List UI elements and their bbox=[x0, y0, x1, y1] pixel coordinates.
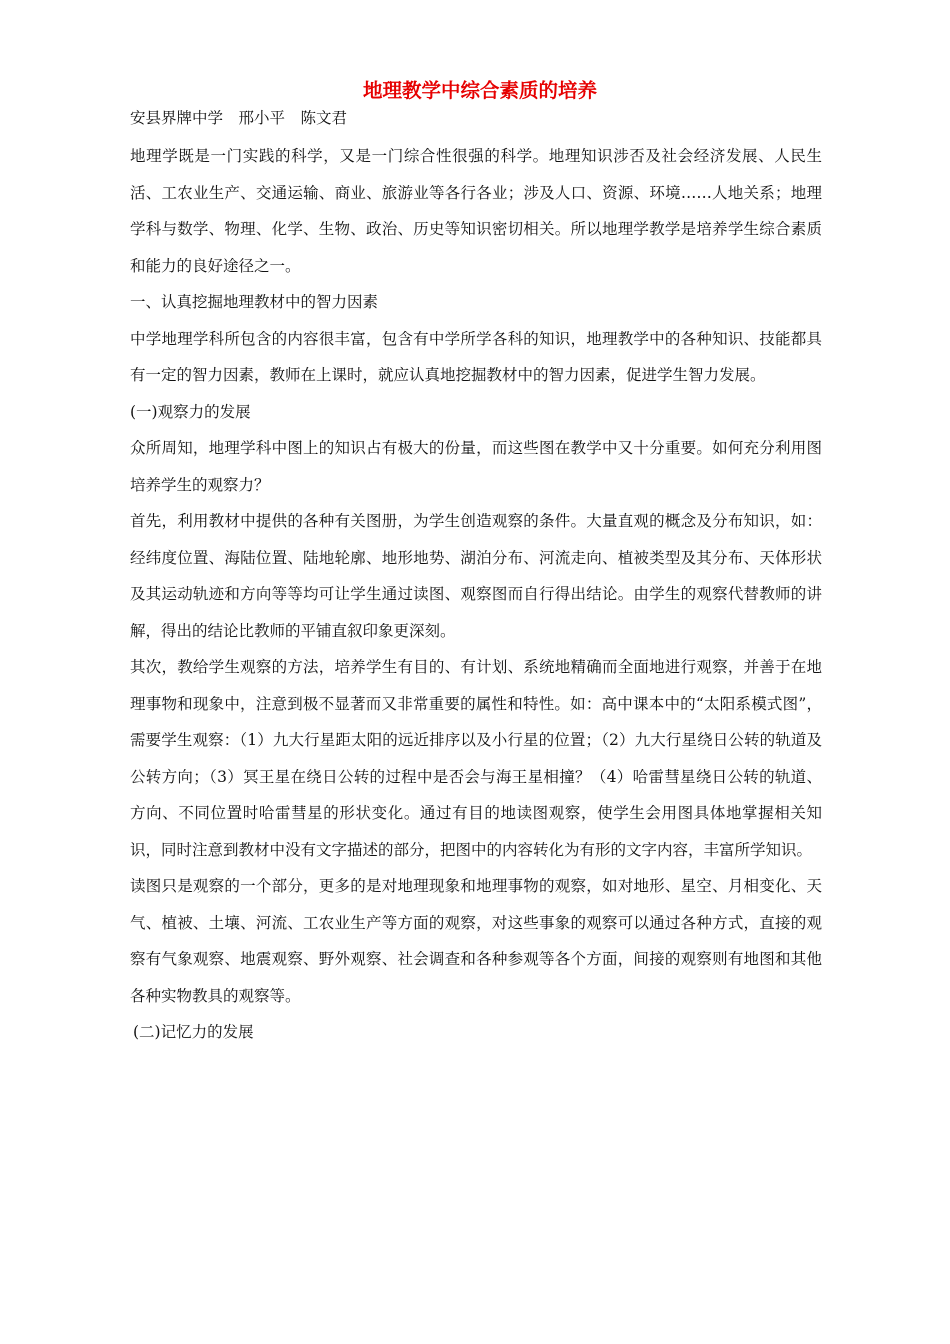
subsection-heading-memory: (二)记忆力的发展 bbox=[133, 1023, 254, 1041]
section-heading-1: 一、认真挖掘地理教材中的智力因素 bbox=[130, 293, 379, 311]
subsection-heading-observation: (一)观察力的发展 bbox=[130, 402, 251, 421]
observation-paragraph-3: 其次，教给学生观察的方法，培养学生有目的、有计划、系统地精确而全面地进行观察，并善于在地理事物和现象中，注意到极不显著而又非常重要的属性和特性。如：高中课本中的“太阳系模式图”，需要学生观察：（1）九大行星距太阳的远近排序以及小行星的位置；（2）九大行星绕日公转的轨道及公转方向；（3）冥王星在绕日公转的过程中是否会与海王星相撞？（4）哈雷彗星绕日公转的轨道、方向、不同位置时哈雷彗星的形状变化。通过有目的地读图观察，使学生会用图具体地掌握相关知识，同时注意到教材中没有文字描述的部分，把图中的内容转化为有形的文字内容，丰富所学知识。 bbox=[130, 658, 822, 859]
observation-paragraph-4: 读图只是观察的一个部分，更多的是对地理现象和地理事物的观察，如对地形、星空、月相变化、天气、植被、土壤、河流、工农业生产等方面的观察，对这些事象的观察可以通过各种方式，直接的观察有气象观察、地震观察、野外观察、社会调查和各种参观等各个方面，间接的观察则有地图和其他各种实物教具的观察等。 bbox=[130, 877, 822, 1005]
intro-paragraph: 地理学既是一门实践的科学，又是一门综合性很强的科学。地理知识涉否及社会经济发展、人民生活、工农业生产、交通运输、商业、旅游业等各行各业；涉及人口、资源、环境……人地关系；地理学科与数学、物理、化学、生物、政治、历史等知识密切相关。所以地理学教学是培养学生综合素质和能力的良好途径之一。 bbox=[130, 147, 822, 275]
document-title: 地理教学中综合素质的培养 bbox=[362, 79, 597, 102]
author-line: 安县界牌中学 邢小平 陈文君 bbox=[130, 109, 348, 127]
observation-paragraph-1: 众所周知，地理学科中图上的知识占有极大的份量，而这些图在教学中又十分重要。如何充分利用图培养学生的观察力？ bbox=[130, 439, 822, 494]
observation-paragraph-2: 首先，利用教材中提供的各种有关图册，为学生创造观察的条件。大量直观的概念及分布知识，如：经纬度位置、海陆位置、陆地轮廓、地形地势、湖泊分布、河流走向、植被类型及其分布、天体形状及其运动轨迹和方向等等均可让学生通过读图、观察图而自行得出结论。由学生的观察代替教师的讲解，得出的结论比教师的平铺直叙印象更深刻。 bbox=[130, 512, 822, 640]
document-page bbox=[130, 76, 822, 1051]
section-1-paragraph: 中学地理学科所包含的内容很丰富，包含有中学所学各科的知识，地理教学中的各种知识、技能都具有一定的智力因素，教师在上课时，就应认真地挖掘教材中的智力因素，促进学生智力发展。 bbox=[130, 329, 822, 384]
